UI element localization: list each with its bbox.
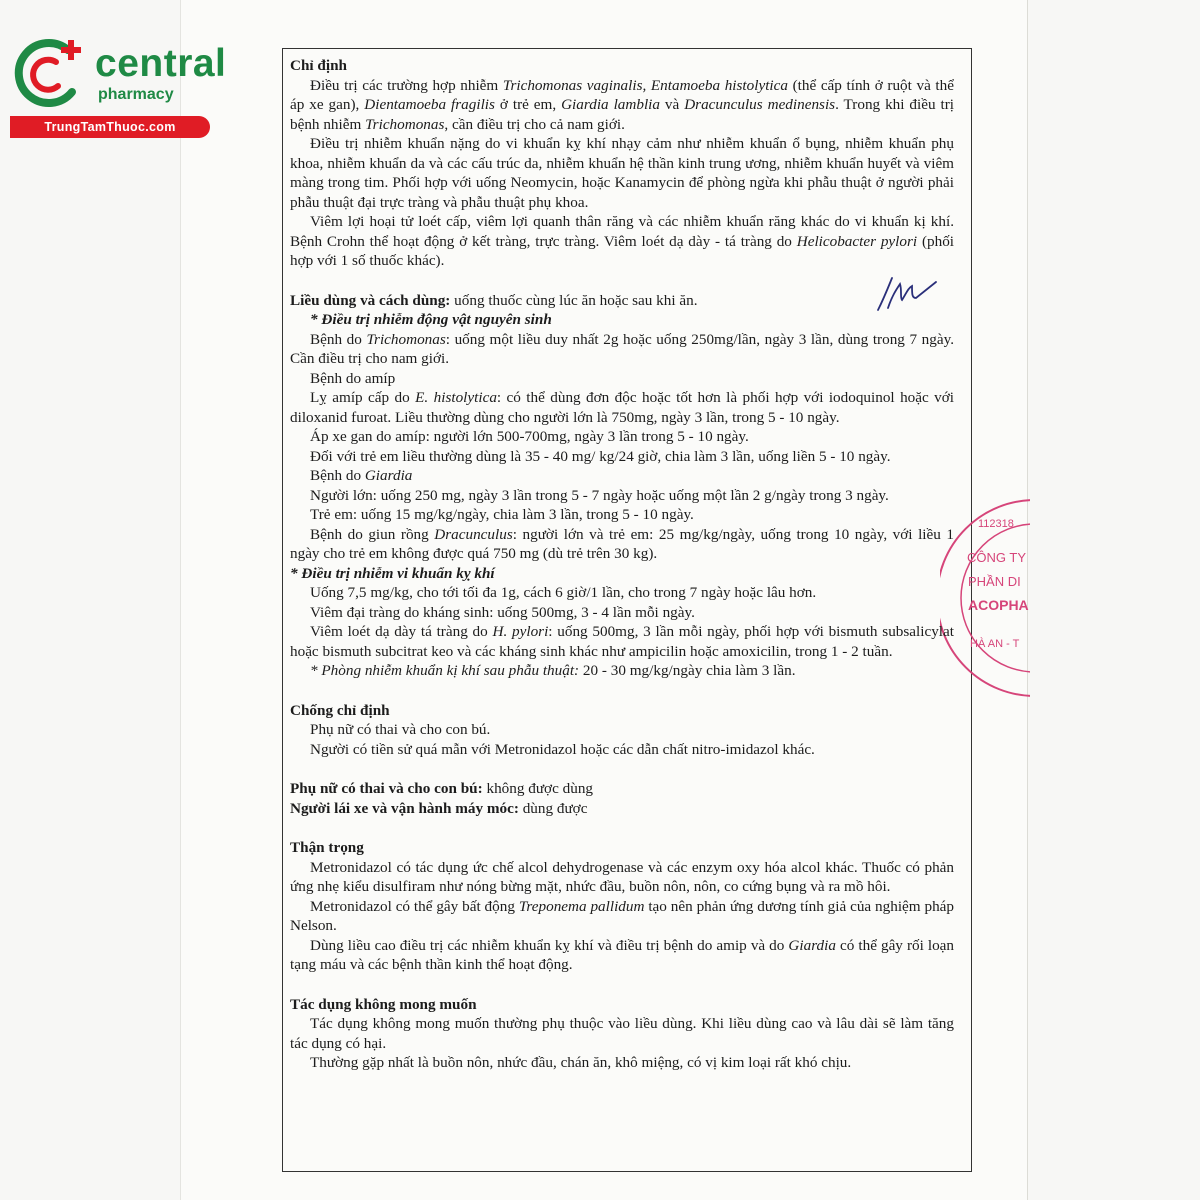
- logo-mark-icon: [10, 36, 94, 112]
- heading-tac-dung: Tác dụng không mong muốn: [290, 995, 477, 1013]
- than-trong-p2: Metronidazol có thể gây bất động Treponema pallidum tạo nên phản ứng dương tính giả của nghiệm pháp Nelson.: [290, 897, 954, 934]
- lieu-dung-tricho: Bệnh do Trichomonas: uống một liều duy nhất 2g hoặc uống 250mg/lần, ngày 3 lần, dùng trong 7 ngày. Cần điều trị cho nam giới.: [290, 330, 954, 367]
- lieu-dung-giardia2: Trẻ em: uống 15 mg/kg/ngày, chia làm 3 lần, trong 5 - 10 ngày.: [310, 506, 694, 523]
- lieu-dung-amip-title: Bệnh do amíp: [310, 369, 396, 387]
- stamp-line2: PHẦN DI: [968, 574, 1021, 589]
- lieu-dung-giun: Bệnh do giun rồng Dracunculus: người lớn và trẻ em: 25 mg/kg/ngày, uống trong 10 ngày, với liều 1 ngày cho trẻ em không được quá 750 mg (dù trẻ trên 30 kg).: [290, 525, 954, 562]
- lieu-dung-kk2: Viêm đại tràng do kháng sinh: uống 500mg, 3 - 4 lần mỗi ngày.: [310, 603, 695, 621]
- lieu-dung-sub2: * Điều trị nhiễm vi khuẩn kỵ khí: [290, 564, 495, 582]
- chong-chi-dinh-p1: Phụ nữ có thai và cho con bú.: [310, 721, 491, 738]
- logo-site-link[interactable]: TrungTamThuoc.com: [10, 116, 210, 138]
- heading-chong-chi-dinh: Chống chỉ định: [290, 701, 390, 719]
- lieu-dung-kk3: Viêm loét dạ dày tá tràng do H. pylori: uống 500mg, 3 lần mỗi ngày, phối hợp với bismuth subsalicylat hoặc bismuth subcitrat keo và các kháng sinh khác như ampicilin hoặc amoxicilin, trong 1 - 2 tuần.: [290, 623, 954, 660]
- central-pharmacy-logo[interactable]: [10, 36, 227, 141]
- stamp-line4: HÀ AN - T: [970, 638, 1020, 650]
- leaflet-content: [290, 56, 954, 1073]
- lieu-dung-amip2: Áp xe gan do amíp: người lớn 500-700mg, ngày 3 lần trong 5 - 10 ngày.: [310, 428, 749, 445]
- stamp-number: 112318: [978, 518, 1014, 530]
- lieu-dung-giardia1: Người lớn: uống 250 mg, ngày 3 lần trong 5 - 7 ngày hoặc uống một lần 2 g/ngày trong 3 ngày.: [310, 486, 889, 504]
- than-trong-p1: Metronidazol có tác dụng ức chế alcol dehydrogenase và các enzym oxy hóa alcol khác. Thuốc có phản ứng nhẹ kiểu disulfiram như nóng bừng mặt, nhức đầu, buồn nôn, nôn, co cứng bụng và ra mồ hôi.: [290, 858, 954, 895]
- logo-subtitle: pharmacy: [98, 86, 174, 103]
- lieu-dung-giardia-title: Bệnh do Giardia: [310, 467, 413, 484]
- lieu-dung-amip3: Đối với trẻ em liều thường dùng là 35 - 40 mg/ kg/24 giờ, chia làm 3 lần, uống liền 5 - 10 ngày.: [310, 447, 891, 465]
- lieu-dung-heading: Liều dùng và cách dùng: uống thuốc cùng lúc ăn hoặc sau khi ăn.: [290, 291, 698, 309]
- lieu-dung-amip1: Lỵ amíp cấp do E. histolytica: có thể dùng đơn độc hoặc tốt hơn là phối hợp với iodoquinol hoặc với diloxanid furoat. Liều thường dùng cho người lớn là 750mg, ngày 3 lần, trong 5 - 10 ngày.: [290, 389, 954, 426]
- tac-dung-p1: Tác dụng không mong muốn thường phụ thuộc vào liều dùng. Khi liều dùng cao và lâu dài sẽ làm tăng tác dụng có hại.: [290, 1015, 954, 1052]
- phu-nu-line: Phụ nữ có thai và cho con bú: không được dùng: [290, 780, 594, 797]
- heading-than-trong: Thận trọng: [290, 839, 364, 856]
- chi-dinh-p3: Viêm lợi hoại tử loét cấp, viêm lợi quanh thân răng và các nhiễm khuẩn răng khác do vi khuẩn kị khí. Bệnh Crohn thể hoạt động ở kết tràng, trực tràng. Viêm loét dạ dày - tá tràng do Helicobacter pylori (phối hợp với 1 số thuốc khác).: [290, 213, 955, 269]
- logo-wordmark: central: [95, 42, 227, 85]
- lieu-dung-sub1: * Điều trị nhiễm động vật nguyên sinh: [310, 311, 552, 328]
- lieu-dung-kk1: Uống 7,5 mg/kg, cho tới tối đa 1g, cách 6 giờ/1 lần, cho trong 7 ngày hoặc lâu hơn.: [310, 584, 817, 601]
- chong-chi-dinh-p2: Người có tiền sử quá mẫn với Metronidazol hoặc các dẫn chất nitro-imidazol khác.: [310, 740, 815, 758]
- stamp-line3: ACOPHA: [968, 597, 1029, 613]
- lieu-dung-sub3: * Phòng nhiễm khuẩn kị khí sau phẫu thuật: 20 - 30 mg/kg/ngày chia làm 3 lần.: [310, 662, 796, 679]
- heading-chi-dinh: Chỉ định: [290, 57, 347, 74]
- stamp-line1: CÔNG TY: [967, 550, 1026, 565]
- chi-dinh-p1: Điều trị các trường hợp nhiễm Trichomonas vaginalis, Entamoeba histolytica (thể cấp tính ở ruột và thể áp xe gan), Dientamoeba fragilis ở trẻ em, Giardia lamblia và Dracunculus medinensis. Trong khi điều trị bệnh nhiễm Trichomonas, cần điều trị cho cả nam giới.: [290, 76, 955, 133]
- lai-xe-line: Người lái xe và vận hành máy móc: dùng được: [290, 799, 588, 817]
- chi-dinh-p2: Điều trị nhiễm khuẩn nặng do vi khuẩn kỵ khí nhạy cảm như nhiễm khuẩn ổ bụng, nhiễm khuẩn phụ khoa, nhiễm khuẩn da và các cấu trúc da, nhiễm khuẩn hệ thần kinh trung ương, nhiễm khuẩn huyết và viêm màng trong tim. Phối hợp với uống Neomycin, hoặc Kanamycin để phòng ngừa khi phẫu thuật ở người phải phẫu thuật đại trực tràng và phẫu thuật phụ khoa.: [290, 135, 954, 211]
- tac-dung-p2: Thường gặp nhất là buồn nôn, nhức đầu, chán ăn, khô miệng, có vị kim loại rất khó chịu.: [310, 1054, 852, 1071]
- than-trong-p3: Dùng liều cao điều trị các nhiễm khuẩn kỵ khí và điều trị bệnh do amip và do Giardia có thể gây rối loạn tạng máu và các bệnh thần kinh thể hoạt động.: [290, 936, 954, 973]
